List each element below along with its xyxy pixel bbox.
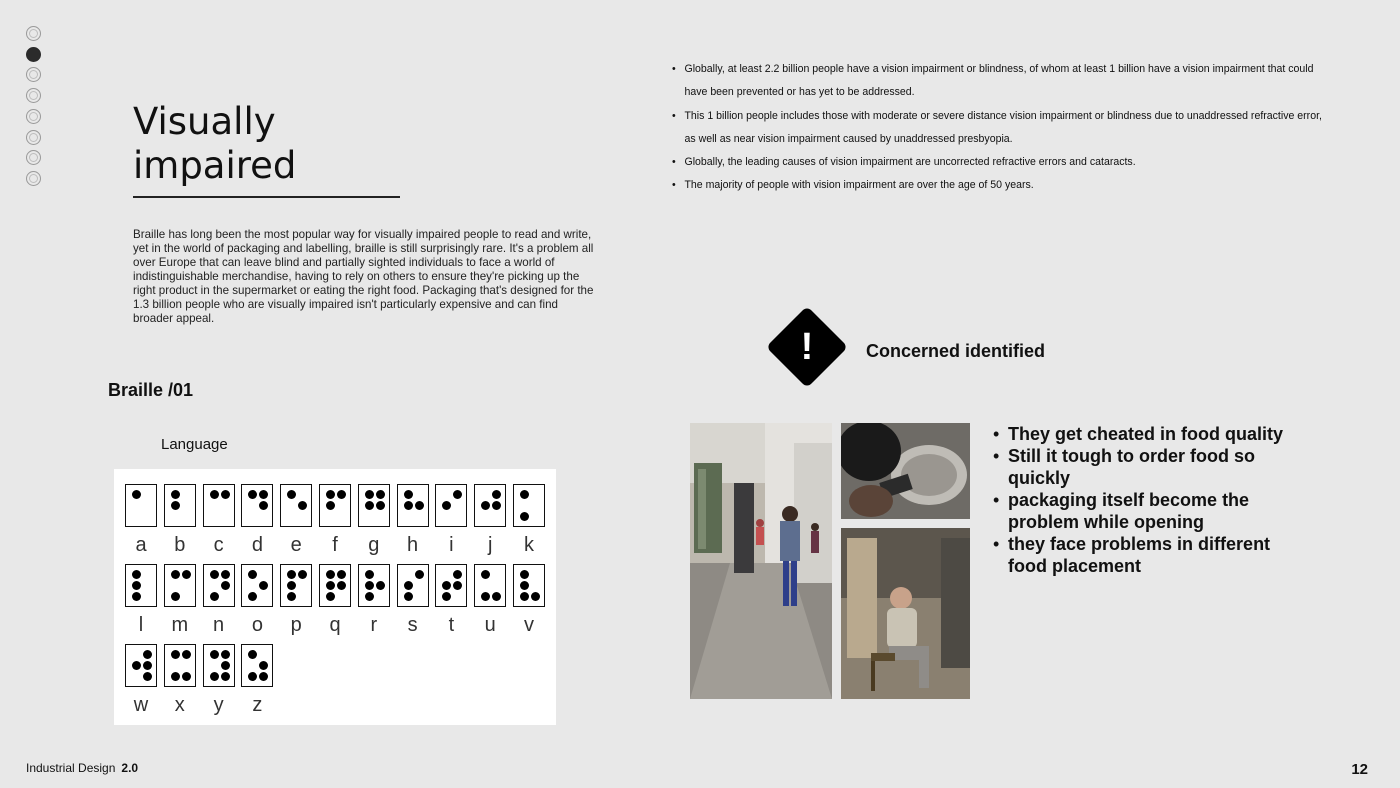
braille-dot <box>248 570 257 579</box>
page-title <box>133 100 296 188</box>
footer-brand <box>26 761 138 775</box>
braille-dot <box>376 501 385 510</box>
braille-letter: k <box>524 534 534 556</box>
braille-dot <box>492 592 501 601</box>
intro-paragraph: Braille has long been the most popular way for visually impaired people to read and write, yet in the world of packaging and labelling, braille is still surprisingly rare. It's a problem all over Europe that can leave blind and partially sighted individuals to face a world of indistinguishable merchandise, having to rely on others to ensure they're picking up the right product in the supermarket or eating the right food. Packaging that's designed for the 1.3 billion people who are visually impaired isn't particularly expensive and can find broader appeal. <box>133 228 594 325</box>
braille-dot <box>221 650 230 659</box>
braille-dot <box>287 490 296 499</box>
braille-dot <box>182 570 191 579</box>
braille-cell-d <box>241 484 273 527</box>
photo-elderly-man <box>841 528 970 699</box>
fact-item: • This 1 billion people includes those with moderate or severe distance vision impairment or blindness due to unaddressed refractive error, as well as near vision impairment caused by unaddressed presbyopia. <box>672 105 1334 152</box>
braille-dot <box>248 490 257 499</box>
braille-cell-i <box>435 484 467 527</box>
braille-dot <box>143 661 152 670</box>
braille-dot <box>326 592 335 601</box>
braille-letter: b <box>174 534 186 556</box>
braille-dot <box>259 501 268 510</box>
braille-letter: i <box>449 534 454 556</box>
braille-dot <box>210 672 219 681</box>
braille-cell-b <box>164 484 196 527</box>
braille-dot <box>171 570 180 579</box>
facts-list <box>672 58 1362 198</box>
braille-cell-a <box>125 484 157 527</box>
braille-alphabet-chart <box>114 469 556 725</box>
braille-dot <box>404 490 413 499</box>
braille-dot <box>248 592 257 601</box>
slide-nav-dot[interactable] <box>26 171 41 186</box>
braille-dot <box>337 581 346 590</box>
footer-version: 2.0 <box>121 761 139 775</box>
photo-phone-plate <box>841 423 970 519</box>
braille-dot <box>531 592 540 601</box>
braille-dot <box>492 501 501 510</box>
braille-cell-g <box>358 484 390 527</box>
braille-dot <box>259 672 268 681</box>
fact-item: • Globally, at least 2.2 billion people have a vision impairment or blindness, of whom at least 1 billion have a vision impairment that could have been prevented or has yet to be addressed. <box>672 58 1334 105</box>
photo-corridor <box>690 423 832 699</box>
page-number: 12 <box>1351 761 1368 778</box>
braille-cell-l <box>125 564 157 607</box>
concern-item: • packaging itself become the problem while opening <box>993 489 1293 533</box>
braille-dot <box>259 661 268 670</box>
braille-dot <box>171 672 180 681</box>
braille-dot <box>442 592 451 601</box>
braille-dot <box>481 592 490 601</box>
braille-cell-w <box>125 644 157 687</box>
braille-dot <box>171 650 180 659</box>
braille-dot <box>415 570 424 579</box>
braille-letter: a <box>135 534 147 556</box>
braille-dot <box>453 490 462 499</box>
braille-cell-y <box>203 644 235 687</box>
braille-cell-z <box>241 644 273 687</box>
braille-cell-m <box>164 564 196 607</box>
braille-letter: h <box>407 534 419 556</box>
braille-dot <box>298 501 307 510</box>
braille-dot <box>520 592 529 601</box>
slide-nav-dot[interactable] <box>26 67 41 82</box>
braille-dot <box>492 490 501 499</box>
braille-dot <box>442 581 451 590</box>
braille-cell-n <box>203 564 235 607</box>
braille-dot <box>365 490 374 499</box>
footer-brand-name: Industrial Design <box>26 761 116 775</box>
braille-dot <box>221 661 230 670</box>
braille-letter: p <box>290 614 302 636</box>
braille-cell-v <box>513 564 545 607</box>
braille-letter: r <box>370 614 378 636</box>
braille-cell-p <box>280 564 312 607</box>
braille-dot <box>171 490 180 499</box>
braille-dot <box>221 570 230 579</box>
braille-dot <box>404 592 413 601</box>
braille-dot <box>326 570 335 579</box>
braille-letter: s <box>407 614 418 636</box>
slide-nav-dot[interactable] <box>26 130 41 145</box>
braille-dot <box>182 672 191 681</box>
braille-cell-k <box>513 484 545 527</box>
braille-cell-h <box>397 484 429 527</box>
exclamation-icon: ! <box>800 325 814 368</box>
braille-dot <box>365 592 374 601</box>
braille-letter: g <box>368 534 380 556</box>
braille-dot <box>376 490 385 499</box>
braille-cell-r <box>358 564 390 607</box>
braille-dot <box>520 490 529 499</box>
braille-dot <box>404 581 413 590</box>
concern-item: • they face problems in different food placement <box>993 533 1293 577</box>
braille-cell-q <box>319 564 351 607</box>
braille-dot <box>221 581 230 590</box>
braille-letter: l <box>138 614 144 636</box>
braille-cell-f <box>319 484 351 527</box>
braille-letter: t <box>448 614 455 636</box>
braille-letter: f <box>332 534 338 556</box>
braille-dot <box>248 650 257 659</box>
braille-dot <box>132 581 141 590</box>
slide-nav-dot[interactable] <box>26 26 41 41</box>
braille-dot <box>520 581 529 590</box>
braille-dot <box>221 672 230 681</box>
braille-dot <box>259 490 268 499</box>
braille-dot <box>210 570 219 579</box>
title-line-1: Visually <box>133 100 276 143</box>
braille-dot <box>132 592 141 601</box>
braille-dot <box>337 490 346 499</box>
concern-title: Concerned identified <box>866 341 1046 361</box>
braille-dot <box>171 501 180 510</box>
braille-cell-t <box>435 564 467 607</box>
braille-dot <box>481 501 490 510</box>
title-divider <box>133 196 400 198</box>
braille-dot <box>287 570 296 579</box>
slide-nav-dot[interactable] <box>26 47 41 62</box>
braille-letter: o <box>251 614 263 636</box>
braille-cell-u <box>474 564 506 607</box>
braille-letter: d <box>251 534 263 556</box>
braille-dot <box>365 501 374 510</box>
braille-dot <box>442 501 451 510</box>
braille-letter: v <box>524 614 534 636</box>
braille-cell-c <box>203 484 235 527</box>
slide-nav-dot[interactable] <box>26 150 41 165</box>
slide-nav-dot[interactable] <box>26 88 41 103</box>
braille-letter: n <box>213 614 225 636</box>
braille-dot <box>132 490 141 499</box>
braille-dot <box>326 490 335 499</box>
braille-letter: z <box>252 694 263 716</box>
braille-dot <box>453 581 462 590</box>
braille-cell-j <box>474 484 506 527</box>
title-line-2: impaired <box>133 144 297 187</box>
slide-nav-dot[interactable] <box>26 109 41 124</box>
concern-item: • Still it tough to order food so quickly <box>993 445 1293 489</box>
braille-dot <box>453 570 462 579</box>
braille-letter: w <box>133 694 149 716</box>
braille-dot <box>326 581 335 590</box>
braille-dot <box>376 581 385 590</box>
braille-letter: j <box>487 534 493 556</box>
braille-dot <box>210 490 219 499</box>
braille-dot <box>404 501 413 510</box>
braille-dot <box>171 592 180 601</box>
braille-dot <box>481 570 490 579</box>
braille-dot <box>132 661 141 670</box>
fact-item: • Globally, the leading causes of vision impairment are uncorrected refractive errors and cataracts. <box>672 151 1334 174</box>
braille-dot <box>248 672 257 681</box>
fact-item: • The majority of people with vision impairment are over the age of 50 years. <box>672 174 1334 197</box>
braille-letter: u <box>484 614 496 636</box>
braille-letter: e <box>290 534 302 556</box>
braille-cell-x <box>164 644 196 687</box>
braille-cell-s <box>397 564 429 607</box>
braille-dot <box>337 570 346 579</box>
braille-dot <box>210 592 219 601</box>
braille-dot <box>287 592 296 601</box>
braille-dot <box>221 490 230 499</box>
braille-dot <box>210 650 219 659</box>
braille-letter: m <box>171 614 189 636</box>
braille-dot <box>143 650 152 659</box>
braille-dot <box>520 570 529 579</box>
braille-cell-e <box>280 484 312 527</box>
braille-dot <box>520 512 529 521</box>
braille-dot <box>365 570 374 579</box>
braille-dot <box>143 672 152 681</box>
braille-dot <box>415 501 424 510</box>
braille-dot <box>182 650 191 659</box>
braille-heading: Braille /01 <box>108 380 194 400</box>
braille-letter: x <box>174 694 185 716</box>
language-label: Language <box>161 436 228 453</box>
braille-cell-o <box>241 564 273 607</box>
braille-dot <box>298 570 307 579</box>
braille-letter: q <box>329 614 341 636</box>
braille-dot <box>287 581 296 590</box>
braille-dot <box>132 570 141 579</box>
braille-dot <box>259 581 268 590</box>
braille-letter: y <box>213 694 224 716</box>
braille-dot <box>326 501 335 510</box>
braille-letter: c <box>213 534 224 556</box>
concerns-list <box>993 423 1293 577</box>
braille-dot <box>365 581 374 590</box>
concern-item: • They get cheated in food quality <box>993 423 1293 445</box>
